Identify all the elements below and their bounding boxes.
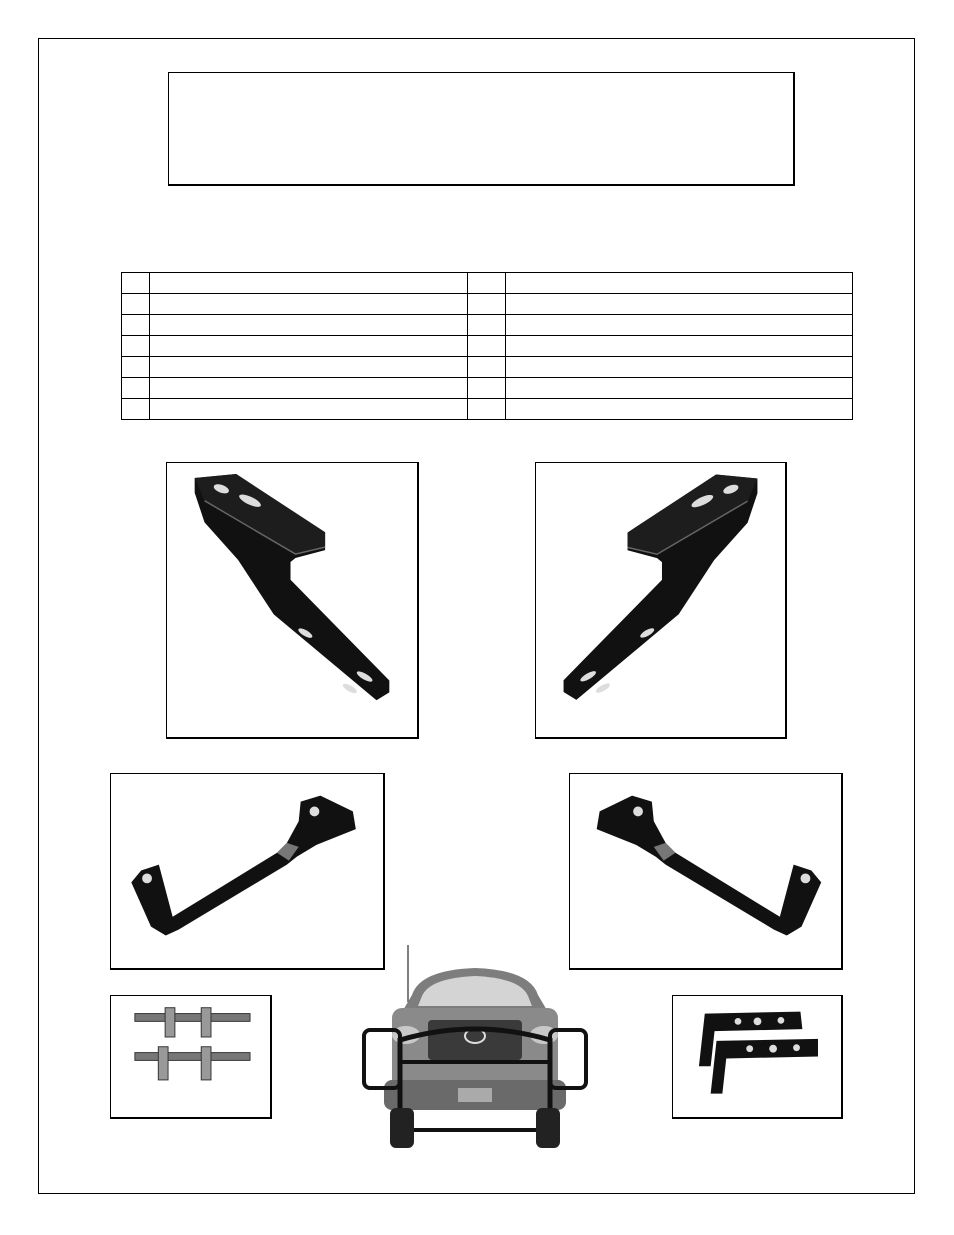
right-part-number	[468, 378, 506, 399]
table-row	[122, 294, 853, 315]
right-part-description	[506, 294, 853, 315]
right-part-description	[506, 315, 853, 336]
right-part-number	[468, 336, 506, 357]
left-part-number	[122, 399, 150, 420]
angle-bracket-icon	[673, 996, 841, 1117]
left-part-number	[122, 357, 150, 378]
table-row	[122, 357, 853, 378]
bracket-tall-right-icon	[536, 463, 785, 737]
right-part-number	[468, 399, 506, 420]
title-box	[168, 72, 795, 186]
left-part-number	[122, 294, 150, 315]
angle-brackets-photo	[672, 995, 843, 1119]
left-part-description	[150, 294, 468, 315]
table-row	[122, 336, 853, 357]
left-part-number	[122, 336, 150, 357]
left-part-description	[150, 399, 468, 420]
vehicle-photo	[350, 940, 600, 1152]
right-part-number	[468, 357, 506, 378]
left-part-description	[150, 357, 468, 378]
left-part-description	[150, 273, 468, 294]
table-row	[122, 378, 853, 399]
right-part-description	[506, 336, 853, 357]
left-part-number	[122, 273, 150, 294]
bracket-tall-left-icon	[167, 463, 417, 737]
bracket-low-right-icon	[570, 774, 841, 968]
lower-bracket-left-photo	[110, 773, 385, 970]
left-part-description	[150, 336, 468, 357]
left-part-number	[122, 378, 150, 399]
bracket-low-left-icon	[111, 774, 383, 968]
right-part-description	[506, 357, 853, 378]
table-row	[122, 273, 853, 294]
lower-bracket-right-photo	[569, 773, 843, 970]
hardware-plates-photo	[110, 995, 272, 1119]
bolt-plate-icon	[111, 996, 270, 1117]
left-part-description	[150, 378, 468, 399]
right-part-description	[506, 273, 853, 294]
upper-bracket-right-photo	[535, 462, 787, 739]
table-row	[122, 399, 853, 420]
truck-icon	[350, 940, 600, 1152]
left-part-number	[122, 315, 150, 336]
left-part-description	[150, 315, 468, 336]
right-part-description	[506, 399, 853, 420]
right-part-number	[468, 273, 506, 294]
upper-bracket-left-photo	[166, 462, 419, 739]
parts-table	[121, 272, 853, 420]
table-row	[122, 315, 853, 336]
right-part-number	[468, 294, 506, 315]
right-part-number	[468, 315, 506, 336]
right-part-description	[506, 378, 853, 399]
